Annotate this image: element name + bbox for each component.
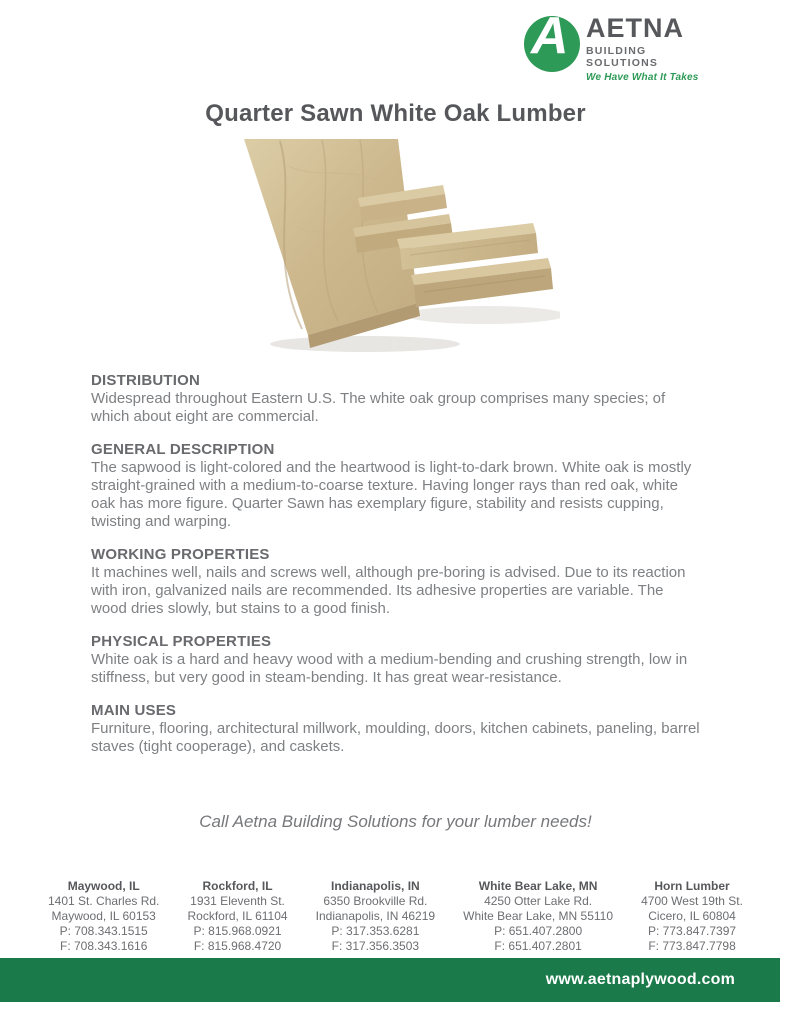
location-address2: Maywood, IL 60153: [51, 909, 156, 923]
section-heading: GENERAL DESCRIPTION: [91, 441, 275, 458]
section-general-description: [91, 441, 703, 531]
section-body: White oak is a hard and heavy wood with a medium-bending and crushing strength, low in stiffness, but very good in steam-bending. It has great wear-resistance.: [91, 651, 688, 686]
logo-text-block: [586, 14, 709, 83]
section-main-uses: [91, 702, 703, 756]
location-address2: Rockford, IL 61104: [187, 909, 288, 923]
location-phone: P: 317.353.6281: [331, 924, 420, 938]
aetna-circle-a-icon: A: [524, 16, 580, 72]
location-fax: F: 651.407.2801: [494, 939, 582, 953]
section-body: Widespread throughout Eastern U.S. The white oak group comprises many species; of which about eight are commercial.: [91, 390, 666, 425]
section-body: The sapwood is light-colored and the heartwood is light-to-dark brown. White oak is mostly straight-grained with a medium-to-coarse texture. Having longer rays than red oak, white oak has more figure. Quarter Sawn has exemplary figure, stability and resists cupping, twisting and warping.: [91, 459, 692, 530]
section-working-properties: [91, 546, 703, 618]
location-address2: Cicero, IL 60804: [648, 909, 736, 923]
locations-footer: [0, 879, 791, 954]
logo-tagline: We Have What It Takes: [586, 72, 699, 84]
section-heading: WORKING PROPERTIES: [91, 546, 270, 563]
section-body: Furniture, flooring, architectural millwork, moulding, doors, kitchen cabinets, paneling, barrel staves (tight cooperage), and caskets.: [91, 720, 700, 755]
location-address1: 6350 Brookville Rd.: [323, 894, 428, 908]
location-phone: P: 708.343.1515: [59, 924, 148, 938]
product-photo: [230, 137, 560, 355]
section-body: It machines well, nails and screws well, although pre-boring is advised. Due to its reaction with iron, galvanized nails are recommended. Its adhesive properties are variable. The wood dries slowly, but stains to a good finish.: [91, 564, 686, 617]
location-horn-lumber: [641, 879, 743, 954]
location-address1: 1931 Eleventh St.: [190, 894, 285, 908]
website-bar: [0, 958, 780, 1002]
location-address2: White Bear Lake, MN 55110: [463, 909, 614, 923]
location-fax: F: 317.356.3503: [331, 939, 420, 953]
location-white-bear-lake: [463, 879, 613, 954]
location-indianapolis: [316, 879, 435, 954]
stacked-oak-boards-illustration: [230, 137, 560, 355]
location-fax: F: 815.968.4720: [193, 939, 282, 953]
location-address2: Indianapolis, IN 46219: [315, 909, 436, 923]
section-distribution: [91, 372, 703, 426]
aetna-logo: [524, 7, 709, 84]
section-heading: DISTRIBUTION: [91, 372, 201, 389]
page-title: Quarter Sawn White Oak Lumber: [205, 100, 586, 127]
location-phone: P: 773.847.7397: [648, 924, 737, 938]
location-fax: F: 773.847.7798: [648, 939, 736, 953]
logo-name: AETNA: [586, 13, 684, 43]
location-address1: 4250 Otter Lake Rd.: [484, 894, 593, 908]
location-name: White Bear Lake, MN: [478, 879, 598, 893]
location-fax: F: 708.343.1616: [60, 939, 148, 953]
section-heading: MAIN USES: [91, 702, 177, 719]
location-name: Maywood, IL: [67, 879, 140, 893]
location-address1: 4700 West 19th St.: [641, 894, 743, 908]
section-physical-properties: [91, 633, 703, 687]
location-name: Indianapolis, IN: [331, 879, 420, 893]
logo-subtitle: BUILDING SOLUTIONS: [586, 45, 659, 70]
location-name: Horn Lumber: [654, 879, 730, 893]
location-name: Rockford, IL: [202, 879, 273, 893]
website-url: www.aetnaplywood.com: [545, 971, 735, 988]
location-phone: P: 815.968.0921: [193, 924, 282, 938]
location-rockford: [188, 879, 288, 954]
call-to-action-text: Call Aetna Building Solutions for your lumber needs!: [199, 812, 592, 831]
location-address1: 1401 St. Charles Rd.: [48, 894, 160, 908]
body-sections: [91, 372, 703, 771]
section-heading: PHYSICAL PROPERTIES: [91, 633, 272, 650]
location-phone: P: 651.407.2800: [494, 924, 583, 938]
location-maywood: [48, 879, 159, 954]
